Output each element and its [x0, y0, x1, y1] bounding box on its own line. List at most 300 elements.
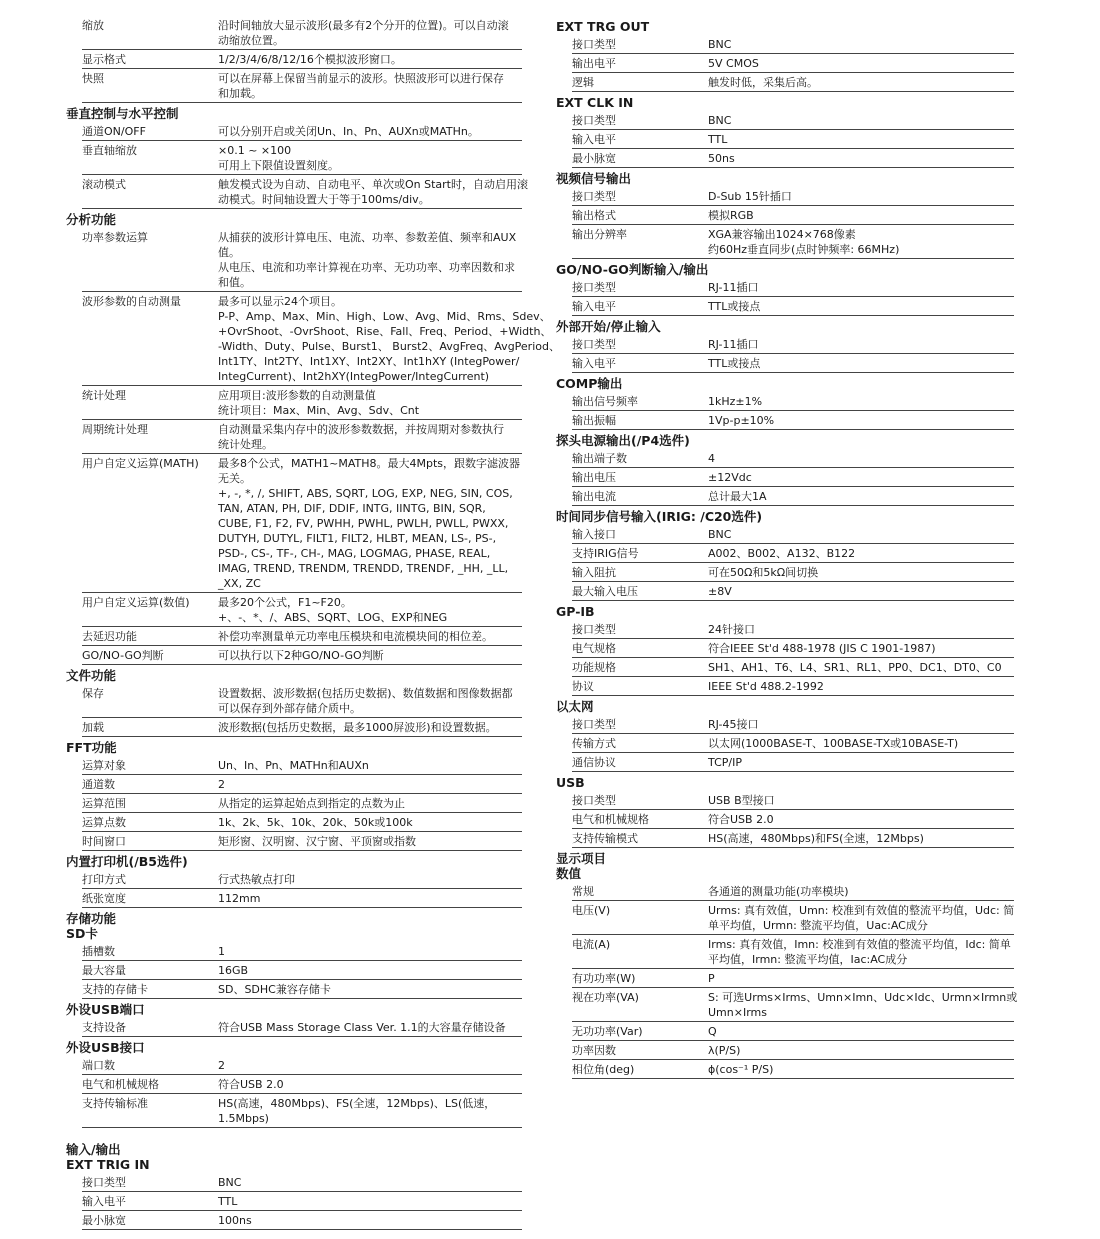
- spec-value-line: 1kHz±1%: [708, 395, 763, 408]
- spec-value-line: P-P、Amp、Max、Min、High、Low、Avg、Mid、Rms、Sdev、: [218, 310, 551, 323]
- spec-label: 端口数: [82, 1059, 115, 1072]
- spec-value: [708, 451, 1014, 466]
- spec-value-line: 2: [218, 1059, 225, 1072]
- spec-value-line: Q: [708, 1025, 717, 1038]
- section-title: GP-IB: [556, 604, 595, 619]
- spec-row: [572, 753, 1014, 772]
- spec-value: [708, 565, 1014, 580]
- spec-value-line: IMAG, TREND, TRENDM, TRENDD, TRENDF, _HH, _LL,: [218, 562, 509, 575]
- spec-value-line: TCP/IP: [708, 756, 742, 769]
- spec-value-line: BNC: [708, 528, 732, 541]
- spec-value-line: 约60Hz垂直同步(点时钟频率: 66MHz): [708, 243, 900, 256]
- spec-value-line: 行式热敏点打印: [218, 873, 295, 886]
- section-heading: [66, 908, 522, 942]
- spec-value-line: 值。: [218, 246, 240, 259]
- spec-row: [82, 627, 522, 646]
- spec-value-line: 可以保存到外部存储介质中。: [218, 702, 361, 715]
- spec-value-line: 补偿功率测量单元功率电压模块和电流模块间的相位差。: [218, 630, 493, 643]
- spec-value-line: 可在50Ω和5kΩ间切换: [708, 566, 819, 579]
- section-title: 以太网: [556, 699, 594, 714]
- spec-value-line: Int1TY、Int2TY、Int1XY、Int2XY、Int1hXY (IntegPower/: [218, 355, 520, 368]
- spec-value: [708, 736, 1014, 751]
- spec-label: 电气规格: [572, 642, 616, 655]
- section-title: 垂直控制与水平控制: [66, 106, 179, 121]
- spec-value-line: TTL或接点: [708, 300, 761, 313]
- spec-row: [82, 646, 522, 665]
- spec-row: [572, 130, 1014, 149]
- spec-label: 接口类型: [572, 281, 616, 294]
- spec-value-line: 符合USB 2.0: [218, 1078, 284, 1091]
- section-title: FFT功能: [66, 740, 117, 755]
- spec-value: [708, 299, 1014, 314]
- spec-value-line: 最多8个公式，MATH1~MATH8。最大4Mpts，跟数字滤波器: [218, 457, 521, 470]
- spec-label: 输出电平: [572, 57, 616, 70]
- spec-value: [708, 546, 1014, 561]
- spec-row: [82, 386, 522, 420]
- spec-label: 快照: [82, 72, 104, 85]
- spec-value: [708, 470, 1014, 485]
- section-heading: [556, 259, 1014, 278]
- spec-label: 输出端子数: [572, 452, 627, 465]
- spec-row: [572, 278, 1014, 297]
- section-title: 外设USB端口: [66, 1002, 145, 1017]
- section-heading: [556, 601, 1014, 620]
- spec-value-line: D-Sub 15针插口: [708, 190, 792, 203]
- spec-label: 纸张宽度: [82, 892, 126, 905]
- section-heading: [66, 1037, 522, 1056]
- spec-value: [218, 686, 522, 716]
- spec-value: [218, 143, 522, 173]
- spec-value: [218, 1077, 522, 1092]
- section-title: 外部开始/停止输入: [556, 319, 661, 334]
- spec-value-line: 单平均值，Urmn: 整流平均值，Uac:AC成分: [708, 919, 928, 932]
- spec-value: [218, 891, 522, 906]
- spec-label: 运算对象: [82, 759, 126, 772]
- spec-label: 相位角(deg): [572, 1063, 635, 1076]
- spec-label: 支持的存储卡: [82, 983, 148, 996]
- section-heading: [66, 999, 522, 1018]
- spec-label: 周期统计处理: [82, 423, 148, 436]
- spec-row: [82, 593, 522, 627]
- spec-label: 输入阻抗: [572, 566, 616, 579]
- spec-label: 插槽数: [82, 945, 115, 958]
- spec-row: [572, 658, 1014, 677]
- spec-label: 通道数: [82, 778, 115, 791]
- spec-value: [708, 831, 1014, 846]
- right-column: [556, 16, 1018, 1079]
- spec-row: [82, 1173, 522, 1192]
- spec-row: [572, 525, 1014, 544]
- spec-label: 输出电流: [572, 490, 616, 503]
- spec-value-line: DUTYH, DUTYL, FILT1, FILT2, HLBT, MEAN, LS-, PS-,: [218, 532, 497, 545]
- section-heading: [66, 209, 522, 228]
- spec-row: [572, 1060, 1014, 1079]
- section-title: 视频信号输出: [556, 171, 632, 186]
- spec-label: 输入电平: [82, 1195, 126, 1208]
- spec-row: [572, 54, 1014, 73]
- spec-value-line: +, -, *, /, SHIFT, ABS, SQRT, LOG, EXP, NEG, SIN, COS,: [218, 487, 513, 500]
- spec-label: 接口类型: [572, 338, 616, 351]
- spec-value: [218, 963, 522, 978]
- section-title: 探头电源输出(/P4选件): [556, 433, 690, 448]
- spec-value-line: _XX, ZC: [218, 577, 261, 590]
- section-heading: [556, 430, 1014, 449]
- spec-value: [708, 717, 1014, 732]
- spec-label: 通道ON/OFF: [82, 125, 146, 138]
- spec-value: [708, 280, 1014, 295]
- spec-value-line: 统计处理。: [218, 438, 273, 451]
- section-subtitle: 数值: [556, 866, 582, 881]
- spec-label: 电气和机械规格: [572, 813, 649, 826]
- spec-label: 通信协议: [572, 756, 616, 769]
- spec-label: 垂直轴缩放: [82, 144, 137, 157]
- spec-value-line: 动缩放位置。: [218, 34, 284, 47]
- spec-label: 输入电平: [572, 357, 616, 370]
- spec-label: 用户自定义运算(数值): [82, 596, 190, 609]
- spec-value-line: 沿时间轴放大显示波形(最多有2个分开的位置)。可以自动滚: [218, 19, 509, 32]
- spec-row: [572, 620, 1014, 639]
- spec-value: [218, 982, 522, 997]
- spec-row: [82, 775, 522, 794]
- spec-label: 支持IRIG信号: [572, 547, 639, 560]
- spec-value: [218, 815, 522, 830]
- section-heading: [556, 848, 1014, 882]
- spec-label: 最小脉宽: [82, 1214, 126, 1227]
- spec-label: 输出分辨率: [572, 228, 627, 241]
- spec-label: 视在功率(VA): [572, 991, 639, 1004]
- spec-label: 接口类型: [82, 1176, 126, 1189]
- spec-row: [82, 141, 522, 175]
- spec-value: [708, 1043, 1014, 1058]
- section-title: 时间同步信号输入(IRIG: /C20选件): [556, 509, 763, 524]
- spec-label: 统计处理: [82, 389, 126, 402]
- spec-value: [218, 595, 522, 625]
- spec-value: [708, 489, 1014, 504]
- spec-row: [572, 206, 1014, 225]
- spec-value-line: 模拟RGB: [708, 209, 754, 222]
- spec-value: [708, 1062, 1014, 1077]
- spec-label: 运算点数: [82, 816, 126, 829]
- spec-value: [708, 793, 1014, 808]
- spec-value-line: P: [708, 972, 715, 985]
- spec-value-line: RJ-45接口: [708, 718, 759, 731]
- spec-row: [82, 1192, 522, 1211]
- section-title: EXT TRG OUT: [556, 19, 650, 34]
- spec-label: 最小脉宽: [572, 152, 616, 165]
- spec-row: [572, 468, 1014, 487]
- spec-value-line: TTL或接点: [708, 357, 761, 370]
- spec-value: [218, 18, 522, 48]
- spec-value: [708, 132, 1014, 147]
- spec-value-line: 可以执行以下2种GO/NO-GO判断: [218, 649, 384, 662]
- spec-value: [218, 1020, 522, 1035]
- spec-value-line: TTL: [218, 1195, 238, 1208]
- spec-row: [572, 935, 1014, 969]
- spec-row: [82, 420, 522, 454]
- spec-label: 支持设备: [82, 1021, 126, 1034]
- section-heading: [556, 696, 1014, 715]
- spec-value: [218, 230, 522, 290]
- spec-value-line: SH1、AH1、T6、L4、SR1、RL1、PP0、DC1、DT0、C0: [708, 661, 1002, 674]
- spec-value: [218, 629, 522, 644]
- spec-label: 接口类型: [572, 114, 616, 127]
- spec-row: [572, 411, 1014, 430]
- spec-value: [708, 56, 1014, 71]
- section-title: 文件功能: [66, 668, 117, 683]
- spec-value: [218, 52, 522, 67]
- spec-label: 输入电平: [572, 300, 616, 313]
- spec-row: [572, 392, 1014, 411]
- spec-row: [572, 225, 1014, 259]
- spec-row: [572, 1041, 1014, 1060]
- spec-label: 接口类型: [572, 38, 616, 51]
- spec-label: 去延迟功能: [82, 630, 137, 643]
- spec-value: [218, 720, 522, 735]
- spec-label: 常规: [572, 885, 594, 898]
- spec-value-line: HS(高速，480Mbps)和FS(全速，12Mbps): [708, 832, 924, 845]
- spec-value: [218, 1175, 522, 1190]
- spec-value-line: 触发模式设为自动、自动电平、单次或On Start时，自动启用滚: [218, 178, 528, 191]
- spec-value: [708, 527, 1014, 542]
- spec-value-line: IntegCurrent)、Int2hXY(IntegPower/IntegCurrent): [218, 370, 490, 383]
- spec-row: [82, 684, 522, 718]
- spec-label: 最大输入电压: [572, 585, 638, 598]
- spec-value: [218, 422, 522, 452]
- spec-value-line: ±8V: [708, 585, 732, 598]
- spec-value-line: 触发时低，采集后高。: [708, 76, 818, 89]
- spec-value: [218, 648, 522, 663]
- spec-value-line: SD、SDHC兼容存储卡: [218, 983, 331, 996]
- spec-value-line: Umn×Irms: [708, 1006, 767, 1019]
- spec-row: [572, 335, 1014, 354]
- spec-value: [708, 208, 1014, 223]
- spec-value: [218, 834, 522, 849]
- spec-value: [218, 944, 522, 959]
- spec-value-line: BNC: [708, 114, 732, 127]
- spec-value: [218, 124, 522, 139]
- spec-value-line: 从电压、电流和功率计算视在功率、无功功率、功率因数和求: [218, 261, 515, 274]
- spec-value: [218, 456, 522, 591]
- section-heading: [556, 772, 1014, 791]
- spec-value-line: 可以分别开启或关闭Un、In、Pn、AUXn或MATHn。: [218, 125, 479, 138]
- spec-value-line: 1: [218, 945, 225, 958]
- spec-row: [572, 297, 1014, 316]
- spec-label: 电流(A): [572, 938, 611, 951]
- spec-row: [82, 175, 528, 209]
- spec-label: 缩放: [82, 19, 104, 32]
- spec-value-line: S: 可选Urms×Irms、Umn×Imn、Udc×Idc、Urmn×Irmn或: [708, 991, 1018, 1004]
- spec-value: [708, 679, 1014, 694]
- spec-value-line: 应用项目:波形参数的自动测量值: [218, 389, 376, 402]
- spec-row: [82, 961, 522, 980]
- spec-row: [82, 980, 522, 999]
- section-heading: [66, 665, 522, 684]
- spec-row: [82, 942, 522, 961]
- spec-value: [708, 337, 1014, 352]
- spec-value: [218, 872, 522, 887]
- spec-label: 协议: [572, 680, 594, 693]
- spec-value-line: Un、In、Pn、MATHn和AUXn: [218, 759, 369, 772]
- spec-value-line: 最多20个公式，F1~F20。: [218, 596, 352, 609]
- spec-row: [572, 354, 1014, 373]
- spec-value: [218, 1058, 522, 1073]
- spec-value-line: -Width、Duty、Pulse、Burst1、 Burst2、AvgFreq、AvgPeriod、: [218, 340, 560, 353]
- spec-label: 滚动模式: [82, 178, 126, 191]
- spec-row: [82, 794, 522, 813]
- spec-value: [708, 884, 1014, 899]
- spec-row: [82, 454, 522, 593]
- spec-value: [708, 622, 1014, 637]
- spec-value-line: 1/2/3/4/6/8/12/16个模拟波形窗口。: [218, 53, 402, 66]
- spec-row: [82, 1056, 522, 1075]
- spec-row: [82, 1094, 522, 1128]
- spec-row: [82, 832, 522, 851]
- spec-value: [708, 151, 1014, 166]
- spec-label: 加载: [82, 721, 104, 734]
- section-heading: [556, 373, 1014, 392]
- spec-value-line: +、-、*、/、ABS、SQRT、LOG、EXP和NEG: [218, 611, 448, 624]
- spec-label: 无功功率(Var): [572, 1025, 643, 1038]
- spec-row: [572, 734, 1014, 753]
- spec-row: [82, 1018, 522, 1037]
- spec-label: 保存: [82, 687, 104, 700]
- spec-value: [218, 71, 522, 101]
- spec-row: [572, 791, 1014, 810]
- spec-label: 功率因数: [572, 1044, 616, 1057]
- section-title: 显示项目: [556, 851, 607, 866]
- section-title: GO/NO-GO判断输入/输出: [556, 262, 709, 277]
- spec-value-line: 符合IEEE St'd 488-1978 (JIS C 1901-1987): [708, 642, 936, 655]
- spec-value-line: 设置数据、波形数据(包括历史数据)、数值数据和图像数据都: [218, 687, 513, 700]
- spec-value-line: ϕ(cos⁻¹ P/S): [708, 1063, 774, 1076]
- spec-value: [708, 113, 1014, 128]
- spec-value-line: 2: [218, 778, 225, 791]
- spec-row: [82, 16, 522, 50]
- spec-label: 电压(V): [572, 904, 611, 917]
- spec-value: [708, 75, 1014, 90]
- spec-label: 接口类型: [572, 623, 616, 636]
- section-subtitle: EXT TRIG IN: [66, 1157, 150, 1172]
- spec-row: [572, 544, 1014, 563]
- spec-value: [708, 37, 1014, 52]
- spec-value-line: 矩形窗、汉明窗、汉宁窗、平顶窗或指数: [218, 835, 416, 848]
- spec-label: 支持传输模式: [572, 832, 638, 845]
- spec-label: 输入接口: [572, 528, 616, 541]
- spec-value: [218, 1213, 522, 1228]
- spec-row: [82, 1075, 522, 1094]
- spec-value: [708, 356, 1014, 371]
- spec-value: [218, 796, 522, 811]
- spec-value-line: 和加载。: [218, 87, 262, 100]
- spec-value-line: IEEE St'd 488.2-1992: [708, 680, 824, 693]
- spec-label: 有功功率(W): [572, 972, 636, 985]
- spec-value-line: 以太网(1000BASE-T、100BASE-TX或10BASE-T): [708, 737, 959, 750]
- section-title: 分析功能: [66, 212, 117, 227]
- spec-row: [82, 292, 560, 386]
- spec-value-line: 112mm: [218, 892, 261, 905]
- spec-label: 输入电平: [572, 133, 616, 146]
- spec-value-line: 4: [708, 452, 715, 465]
- spec-value-line: 统计项目：Max、Min、Avg、Sdv、Cnt: [218, 404, 420, 417]
- section-title: 存储功能: [66, 911, 117, 926]
- spec-value: [708, 394, 1014, 409]
- spec-row: [82, 1211, 522, 1230]
- spec-row: [572, 901, 1014, 935]
- spec-value-line: 1k、2k、5k、10k、20k、50k或100k: [218, 816, 413, 829]
- spec-label: 输出电压: [572, 471, 616, 484]
- spec-row: [572, 149, 1014, 168]
- spec-row: [82, 870, 522, 889]
- spec-value: [218, 1096, 522, 1126]
- spec-value-line: 平均值，Irmn: 整流平均值，Iac:AC成分: [708, 953, 908, 966]
- section-heading: [556, 506, 1014, 525]
- spec-value: [708, 641, 1014, 656]
- spec-value-line: XGA兼容输出1024×768像素: [708, 228, 856, 241]
- section-title: COMP输出: [556, 376, 623, 391]
- spec-label: 显示格式: [82, 53, 126, 66]
- spec-row: [82, 69, 522, 103]
- spec-value: [708, 1024, 1014, 1039]
- spec-value: [708, 755, 1014, 770]
- spec-value-line: ±12Vdc: [708, 471, 752, 484]
- spec-label: 逻辑: [572, 76, 594, 89]
- spec-value-line: Irms: 真有效值，Imn: 校准到有效值的整流平均值，Idc: 简单: [708, 938, 1011, 951]
- spec-label: 打印方式: [82, 873, 126, 886]
- section-title: 内置打印机(/B5选件): [66, 854, 188, 869]
- spec-row: [572, 1022, 1014, 1041]
- spec-value-line: PSD-, CS-, TF-, CH-, MAG, LOGMAG, PHASE, REAL,: [218, 547, 491, 560]
- spec-value: [708, 413, 1014, 428]
- spec-value-line: 从捕获的波形计算电压、电流、功率、参数差值、频率和AUX: [218, 231, 517, 244]
- spec-label: 用户自定义运算(MATH): [82, 457, 199, 470]
- spec-value: [708, 227, 1014, 257]
- spec-label: 接口类型: [572, 190, 616, 203]
- spec-value: [708, 812, 1014, 827]
- spec-row: [82, 50, 522, 69]
- spec-value-line: ×0.1 ~ ×100: [218, 144, 292, 157]
- spec-value-line: +OvrShoot、-OvrShoot、Rise、Fall、Freq、Period、+Width、: [218, 325, 552, 338]
- spec-value: [708, 903, 1014, 933]
- spec-value-line: 1.5Mbps): [218, 1112, 269, 1125]
- spec-label: 接口类型: [572, 718, 616, 731]
- spec-value-line: 动模式。时间轴设置大于等于100ms/div。: [218, 193, 430, 206]
- spec-value: [708, 937, 1014, 967]
- spec-row: [572, 882, 1014, 901]
- spec-value: [708, 660, 1014, 675]
- spec-label: 波形参数的自动测量: [82, 295, 181, 308]
- spec-row: [572, 449, 1014, 468]
- spec-label: 时间窗口: [82, 835, 126, 848]
- spec-value-line: Urms: 真有效值，Umn: 校准到有效值的整流平均值，Udc: 简: [708, 904, 1015, 917]
- spec-value-line: 自动测量采集内存中的波形参数数据，并按周期对参数执行: [218, 423, 504, 436]
- section-heading: [66, 103, 522, 122]
- spec-value-line: λ(P/S): [708, 1044, 741, 1057]
- spec-label: 运算范围: [82, 797, 126, 810]
- spec-value-line: RJ-11插口: [708, 338, 759, 351]
- spec-value: [708, 971, 1014, 986]
- spec-value-line: 无关。: [218, 472, 251, 485]
- spec-value: [218, 1194, 522, 1209]
- spec-value: [708, 990, 1017, 1020]
- spec-row: [572, 677, 1014, 696]
- spec-value: [218, 388, 522, 418]
- spec-row: [572, 111, 1014, 130]
- spec-value-line: BNC: [708, 38, 732, 51]
- section-heading: [556, 168, 1014, 187]
- spec-row: [82, 813, 522, 832]
- section-heading: [556, 316, 1014, 335]
- spec-value-line: 从指定的运算起始点到指定的点数为止: [218, 797, 405, 810]
